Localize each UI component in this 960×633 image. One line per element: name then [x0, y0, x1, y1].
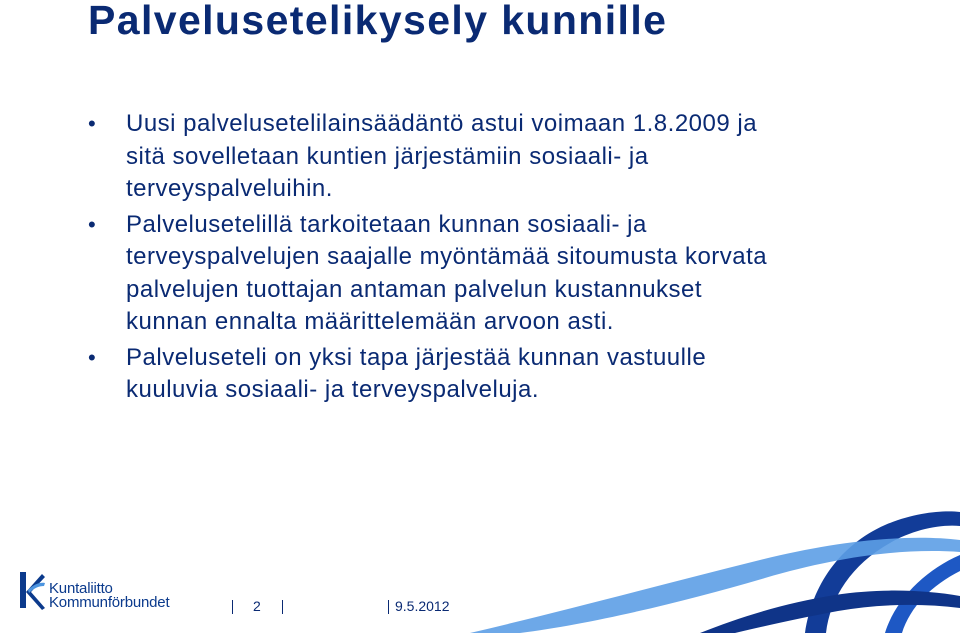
bullet-text: Palveluseteli on yksi tapa järjestää kunnan vastuulle kuuluvia sosiaali- ja terveyspalveluja.	[126, 343, 707, 403]
kuntaliitto-logo	[18, 568, 198, 618]
bullet-item	[88, 342, 778, 407]
bullet-text: Palvelusetelillä tarkoitetaan kunnan sosiaali- ja terveyspalvelujen saajalle myöntämää sitoumusta korvata palvelujen tuottajan antaman palvelun kustannukset kunnan ennalta määrittelemään arvoon asti.	[126, 210, 768, 335]
kuntaliitto-k-logo-icon	[18, 568, 46, 612]
swoosh-ribbon-front	[700, 591, 960, 633]
footer-divider	[282, 600, 283, 614]
footer-date: 9.5.2012	[395, 598, 450, 614]
bullet-item	[88, 108, 778, 206]
bullet-marker: •	[88, 344, 97, 370]
footer-divider	[388, 600, 389, 614]
bullet-marker: •	[88, 211, 97, 237]
slide-title: Palvelusetelikysely kunnille	[88, 0, 668, 43]
footer-divider	[232, 600, 233, 614]
page-number: 2	[253, 598, 261, 614]
bullet-item	[88, 209, 778, 339]
bullet-list	[88, 108, 778, 407]
bullet-marker: •	[88, 111, 97, 136]
logo-text-line2: Kommunförbundet	[49, 594, 170, 611]
logo-text-line1: Kuntaliitto	[49, 580, 113, 597]
bullet-text: Uusi palvelusetelilainsäädäntö astui voimaan 1.8.2009 ja sitä sovelletaan kuntien järjestämiin sosiaali- ja terveyspalveluihin.	[126, 110, 758, 202]
swoosh-ribbon-long	[470, 538, 960, 633]
